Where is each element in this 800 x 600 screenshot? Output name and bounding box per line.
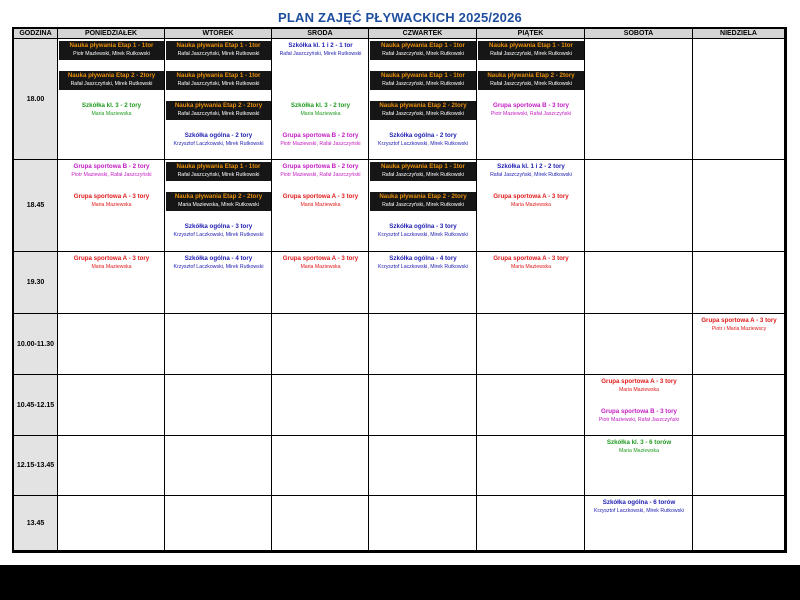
class-entry <box>166 162 271 181</box>
schedule-cell <box>58 314 165 375</box>
class-entry <box>273 192 368 212</box>
class-title: Grupa sportowa A - 3 tory <box>601 378 677 385</box>
class-title: Nauka pływania Etap 2 - 2tory <box>379 193 467 200</box>
class-instructors: Krzysztof Laczkowski, Mirek Rutkowski <box>378 141 468 147</box>
schedule-cell <box>693 436 785 496</box>
class-entry <box>166 222 271 242</box>
class-title: Grupa sportowa B - 2 tory <box>73 163 150 170</box>
class-entry <box>273 162 368 182</box>
class-entry <box>478 192 584 212</box>
header-2: WTOREK <box>165 29 272 39</box>
schedule-cell <box>165 436 272 496</box>
class-entry <box>478 101 584 121</box>
class-entry <box>273 254 368 274</box>
class-instructors: Rafał Jaszczyński, Mirek Rutkowski <box>490 81 572 87</box>
class-title: Nauka pływania Etap 2 - 2tory <box>379 102 467 109</box>
class-entry <box>370 101 476 120</box>
class-entry <box>273 131 368 151</box>
schedule-cell <box>369 375 477 436</box>
class-title: Nauka pływania Etap 1 - 1tor <box>176 72 261 79</box>
schedule-cell <box>693 496 785 551</box>
class-entry <box>59 162 164 182</box>
time-cell: 19.30 <box>14 252 58 314</box>
class-instructors: Rafał Jaszczyński, Mirek Rutkowski <box>490 51 572 57</box>
class-instructors: Krzysztof Laczkowski, Mirek Rutkowski <box>594 508 684 514</box>
class-instructors: Maria Maziewska, Mirek Rutkowski <box>178 202 259 208</box>
class-instructors: Rafał Jaszczyński, Mirek Rutkowski <box>70 81 153 87</box>
class-entry <box>370 131 476 151</box>
class-title: Nauka pływania Etap 1 - 1tor <box>176 163 261 170</box>
class-instructors: Maria Maziewska <box>91 202 132 208</box>
class-title: Nauka pływania Etap 1 - 1tor <box>381 42 465 49</box>
class-instructors: Krzysztof Laczkowski, Mirek Rutkowski <box>173 264 264 270</box>
schedule-cell <box>693 39 785 160</box>
class-instructors: Rafał Jaszczyński, Mirek Rutkowski <box>279 51 362 57</box>
class-instructors: Krzysztof Laczkowski, Mirek Rutkowski <box>173 232 264 238</box>
time-cell: 18.00 <box>14 39 58 160</box>
class-title: Nauka pływania Etap 2 - 2tory <box>174 193 263 200</box>
class-instructors: Rafał Jaszczyński, Mirek Rutkowski <box>382 202 464 208</box>
class-entry <box>370 71 476 90</box>
class-instructors: Piotr Maziewski, Rafał Jaszczyński <box>280 141 361 147</box>
class-title: Szkółka kl. 1 i 2 - 1 tor <box>288 42 353 49</box>
class-entry <box>59 71 164 90</box>
class-entry <box>273 41 368 61</box>
header-1: PONIEDZIAŁEK <box>58 29 165 39</box>
class-title: Grupa sportowa B - 3 tory <box>601 408 677 415</box>
class-instructors: Rafał Jaszczyński, Mirek Rutkowski <box>177 51 260 57</box>
class-title: Nauka pływania Etap 1 - 1tor <box>381 163 465 170</box>
class-title: Grupa sportowa A - 3 tory <box>701 317 777 324</box>
class-entry <box>586 377 692 397</box>
class-instructors: Rafał Jaszczyński, Mirek Rutkowski <box>382 111 464 117</box>
class-instructors: Piotr Mazlewski, Mirek Rutkowski <box>73 51 150 57</box>
class-entry <box>59 192 164 212</box>
class-entry <box>586 407 692 427</box>
class-entry <box>694 316 784 336</box>
class-instructors: Rafał Jaszczyński, Mirek Rutkowski <box>382 172 464 178</box>
class-title: Szkółka ogólna - 4 tory <box>389 255 457 262</box>
class-entry <box>370 41 476 60</box>
class-title: Nauka pływania Etap 1 - 1tor <box>489 42 573 49</box>
class-title: Nauka pływania Etap 2 - 2tory <box>67 72 156 79</box>
class-title: Szkółka kl. 3 - 6 torów <box>606 439 672 446</box>
class-instructors: Krzysztof Laczkowski, Mirek Rutkowski <box>173 141 264 147</box>
header-7: NIEDZIELA <box>693 29 785 39</box>
class-instructors: Maria Maziewska <box>510 202 552 208</box>
schedule-cell <box>693 252 785 314</box>
class-instructors: Rafał Jaszczyński, Mirek Rutkowski <box>490 172 572 178</box>
header-0: GODZINA <box>14 29 58 39</box>
schedule-cell <box>477 436 585 496</box>
class-entry <box>166 192 271 211</box>
schedule-cell <box>369 314 477 375</box>
class-entry <box>478 254 584 274</box>
page-title: PLAN ZAJĘĆ PŁYWACKICH 2025/2026 <box>278 10 522 25</box>
class-title: Grupa sportowa B - 2 tory <box>282 163 359 170</box>
time-cell: 18.45 <box>14 160 58 252</box>
class-entry <box>370 162 476 181</box>
class-instructors: Maria Maziewska <box>300 111 341 117</box>
class-title: Grupa sportowa A - 3 tory <box>73 255 150 262</box>
schedule-cell <box>58 375 165 436</box>
schedule-cell <box>693 375 785 436</box>
schedule-cell <box>477 375 585 436</box>
schedule-cell <box>369 496 477 551</box>
class-instructors: Rafał Jaszczyński, Mirek Rutkowski <box>177 111 260 117</box>
class-title: Grupa sportowa A - 3 tory <box>282 255 359 262</box>
class-instructors: Krzysztof Laczkowski, Mirek Rutkowski <box>378 264 468 270</box>
class-entry <box>273 101 368 121</box>
class-title: Nauka pływania Etap 1 - 1tor <box>176 42 261 49</box>
schedule-cell <box>585 314 693 375</box>
class-entry <box>59 101 164 121</box>
class-entry <box>370 222 476 242</box>
schedule-cell <box>58 496 165 551</box>
header-6: SOBOTA <box>585 29 693 39</box>
class-instructors: Maria Maziewska <box>300 264 341 270</box>
header-5: PIĄTEK <box>477 29 585 39</box>
class-instructors: Piotr i Maria Maziewscy <box>711 326 767 332</box>
class-instructors: Maria Maziewska <box>91 111 132 117</box>
schedule-cell <box>585 252 693 314</box>
class-entry <box>370 192 476 211</box>
class-title: Grupa sportowa B - 2 tory <box>282 132 359 139</box>
class-instructors: Maria Maziewska <box>510 264 552 270</box>
schedule-cell <box>165 375 272 436</box>
class-title: Szkółka kl. 1 i 2 - 2 tory <box>497 163 565 170</box>
schedule-cell <box>58 436 165 496</box>
time-cell: 13.45 <box>14 496 58 551</box>
class-instructors: Rafał Jaszczyński, Mirek Rutkowski <box>177 81 260 87</box>
class-title: Nauka pływania Etap 2 - 2tory <box>174 102 263 109</box>
class-instructors: Rafał Jaszczyński, Mirek Rutkowski <box>382 81 464 87</box>
class-title: Szkółka ogólna - 4 tory <box>184 255 253 262</box>
class-entry <box>166 131 271 151</box>
class-title: Grupa sportowa A - 3 tory <box>73 193 150 200</box>
class-entry <box>166 41 271 60</box>
schedule-cell <box>272 314 369 375</box>
schedule-cell <box>477 314 585 375</box>
class-entry <box>166 254 271 274</box>
class-instructors: Maria Maziewska <box>618 448 660 454</box>
class-instructors: Piotr Maziewski, Rafał Jaszczyński <box>71 172 152 178</box>
class-instructors: Rafał Jaszczyński, Mirek Rutkowski <box>382 51 464 57</box>
schedule-cell <box>272 496 369 551</box>
class-entry <box>478 162 584 182</box>
schedule-cell <box>165 496 272 551</box>
class-entry <box>478 41 584 60</box>
class-instructors: Piotr Maziewski, Rafał Jaszczyński <box>280 172 361 178</box>
class-title: Nauka pływania Etap 1 - 1tor <box>69 42 154 49</box>
time-cell: 12.15-13.45 <box>14 436 58 496</box>
class-entry <box>586 438 692 458</box>
class-instructors: Maria Maziewska <box>91 264 132 270</box>
schedule-cell <box>585 160 693 252</box>
class-title: Szkółka ogólna - 3 tory <box>389 223 457 230</box>
class-instructors: Maria Maziewska <box>300 202 341 208</box>
schedule-cell <box>585 39 693 160</box>
class-title: Szkółka kl. 3 - 2 tory <box>290 102 351 109</box>
class-entry <box>59 41 164 60</box>
time-cell: 10.45-12.15 <box>14 375 58 436</box>
time-cell: 10.00-11.30 <box>14 314 58 375</box>
class-instructors: Rafał Jaszczyński, Mirek Rutkowski <box>177 172 260 178</box>
class-title: Grupa sportowa A - 3 tory <box>493 193 569 200</box>
class-title: Nauka pływania Etap 2 - 2tory <box>487 72 575 79</box>
class-title: Nauka pływania Etap 1 - 1tor <box>381 72 465 79</box>
class-entry <box>370 254 476 274</box>
class-title: Szkółka ogólna - 6 torów <box>602 499 676 506</box>
header-3: ŚRODA <box>272 29 369 39</box>
class-entry <box>59 254 164 274</box>
schedule-table <box>12 27 787 553</box>
schedule-cell <box>165 314 272 375</box>
schedule-cell <box>272 375 369 436</box>
header-4: CZWARTEK <box>369 29 477 39</box>
class-instructors: Piotr Maziewski, Rafał Jaszczyński <box>490 111 572 117</box>
class-title: Grupa sportowa A - 3 tory <box>493 255 569 262</box>
class-title: Grupa sportowa A - 3 tory <box>282 193 359 200</box>
schedule-cell <box>369 436 477 496</box>
schedule-cell <box>693 160 785 252</box>
class-title: Szkółka ogólna - 3 tory <box>184 223 253 230</box>
class-title: Szkółka kl. 3 - 2 tory <box>81 102 142 109</box>
class-entry <box>166 101 271 120</box>
class-title: Szkółka ogólna - 2 tory <box>389 132 457 139</box>
class-title: Grupa sportowa B - 3 tory <box>493 102 569 109</box>
class-instructors: Maria Maziewska <box>618 387 660 393</box>
class-title: Szkółka ogólna - 2 tory <box>184 132 253 139</box>
schedule-cell <box>272 436 369 496</box>
class-entry <box>166 71 271 90</box>
class-entry <box>478 71 584 90</box>
class-entry <box>586 498 692 518</box>
schedule-cell <box>477 496 585 551</box>
class-instructors: Krzysztof Laczkowski, Mirek Rutkowski <box>378 232 468 238</box>
class-instructors: Piotr Maziewski, Rafał Jaszczyński <box>598 417 680 423</box>
